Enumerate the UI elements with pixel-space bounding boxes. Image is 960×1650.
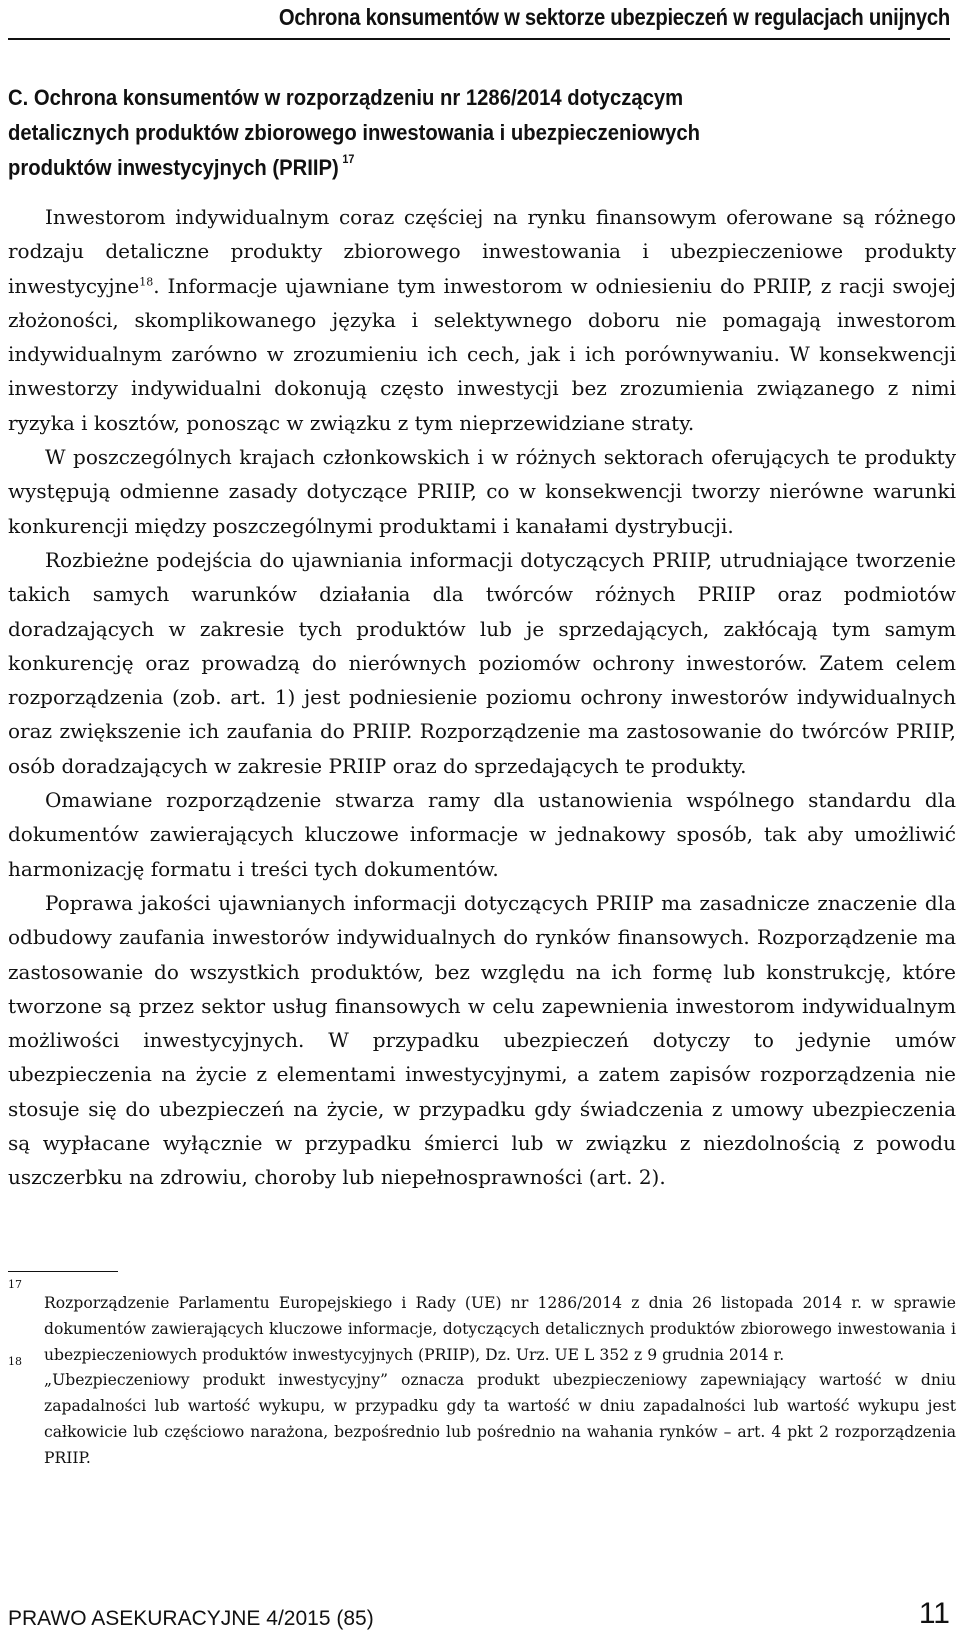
footnote-separator xyxy=(8,1271,118,1272)
paragraph-5: Poprawa jakości ujawnianych informacji dotyczących PRIIP ma zasadnicze znaczenie dla odbudowy zaufania inwestorów indywidualnych do rynków finansowych. Rozporządzenie ma zastosowanie do wszystkich produktów, bez względu na ich formę lub konstrukcję, które tworzone są przez sektor usług finansowych w celu zapewnienia inwestorom indywidualnym możliwości inwestycyjnych. W przypadku ubezpieczeń dotyczy to jedynie umów ubezpieczenia na życie z elementami inwestycyjnymi, a zatem zapisów rozporządzenia nie stosuje się do ubezpieczeń na życie, w przypadku gdy świadczenia z umowy ubezpieczenia są wypłacane wyłącznie w przypadku śmierci lub w związku z niezdolnością z powodu uszczerbku na zdrowiu, choroby lub niepełnosprawności (art. 2). xyxy=(8,890,956,1190)
footnotes xyxy=(8,1278,956,1472)
running-head: Ochrona konsumentów w sektorze ubezpieczeń w regulacjach unijnych xyxy=(278,4,950,30)
paragraph-1 xyxy=(8,200,956,440)
footnote-text: „Ubezpieczeniowy produkt inwestycyjny” oznacza produkt ubezpieczeniowy zapewniający wartość w dniu zapadalności lub wartość wykupu, w przypadku gdy ta wartość w dniu zapadalności lub wartość wykupu jest całkowicie lub częściowo narażona, bezpośrednio lub pośrednio na wahania rynków – art. 4 pkt 2 rozporządzenia PRIIP. xyxy=(44,1371,956,1467)
body-text xyxy=(8,200,956,1195)
footnote-18: 18 „Ubezpieczeniowy produkt inwestycyjny” oznacza produkt ubezpieczeniowy zapewniający wartość w dniu zapadalności lub wartość wykupu, w przypadku gdy ta wartość w dniu zapadalności lub wartość wykupu jest całkowicie lub częściowo narażona, bezpośrednio lub pośrednio na wahania rynków – art. 4 pkt 2 rozporządzenia PRIIP. xyxy=(8,1355,956,1467)
footer-journal: PRAWO ASEKURACYJNE 4/2015 (85) xyxy=(8,1607,374,1630)
paragraph-3: Rozbieżne podejścia do ujawniania informacji dotyczących PRIIP, utrudniające tworzenie takich samych warunków działania dla twórców różnych PRIIP oraz podmiotów doradzających w zakresie tych produktów lub je sprzedających, zakłócają tym samym konkurencję oraz prowadzą do nierównych poziomów ochrony inwestorów. Zatem celem rozporządzenia (zob. art. 1) jest podniesienie poziomu ochrony inwestorów indywidualnych oraz zwiększenie ich zaufania do PRIIP. Rozporządzenie ma zastosowanie do twórców PRIIP, osób doradzających w zakresie PRIIP oraz do sprzedających te produkty. xyxy=(8,547,956,778)
section-title-text: C. Ochrona konsumentów w rozporządzeniu nr 1286/2014 dotyczącym detalicznych produktów zbiorowego inwestowania i ubezpieczeniowych produktów inwestycyjnych (PRIIP) xyxy=(8,85,700,180)
paragraph-2: W poszczególnych krajach członkowskich i w różnych sektorach oferujących te produkty występują odmienne zasady dotyczące PRIIP, co w konsekwencji tworzy nierówne warunki konkurencji między poszczególnymi produktami i kanałami dystrybucji. xyxy=(8,445,956,538)
footnote-ref-17[interactable]: 17 xyxy=(342,151,355,166)
paragraph-1-text-b: . Informacje ujawniane tym inwestorom w odniesieniu do PRIIP, z racji swojej złożoności, skomplikowanego języka i selektywnego doboru nie pomagają inwestorom indywidualnym zarówno w zrozumieniu ich cech, jak i ich porównywaniu. W konsekwencji inwestorzy indywidualni dokonują często inwestycji bez zrozumienia związanego z nimi ryzyka i kosztów, ponosząc w związku z tym nieprzewidziane straty. xyxy=(8,273,956,435)
footnote-17: 17 Rozporządzenie Parlamentu Europejskiego i Rady (UE) nr 1286/2014 z dnia 26 listopada 2014 r. w sprawie dokumentów zawierających kluczowe informacje, dotyczących detalicznych produktów zbiorowego inwestowania i ubezpieczeniowych produktów inwestycyjnych (PRIIP), Dz. Urz. UE L 352 z 9 grudnia 2014 r. xyxy=(8,1278,956,1364)
paragraph-1-text-a: Inwestorom indywidualnym coraz częściej na rynku finansowym oferowane są różnego rodzaju detaliczne produkty zbiorowego inwestowania i ubezpieczeniowe produkty inwestycyjne xyxy=(8,205,956,298)
footnote-ref-18[interactable]: 18 xyxy=(139,274,154,288)
page-number: 11 xyxy=(918,1597,950,1630)
paragraph-4: Omawiane rozporządzenie stwarza ramy dla ustanowienia wspólnego standardu dla dokumentów zawierających kluczowe informacje w jednakowy sposób, tak aby umożliwić harmonizację formatu i treści tych dokumentów. xyxy=(8,788,956,881)
section-title xyxy=(8,80,800,185)
footnote-text: Rozporządzenie Parlamentu Europejskiego i Rady (UE) nr 1286/2014 z dnia 26 listopada 2014 r. w sprawie dokumentów zawierających kluczowe informacje, dotyczących detalicznych produktów zbiorowego inwestowania i ubezpieczeniowych produktów inwestycyjnych (PRIIP), Dz. Urz. UE L 352 z 9 grudnia 2014 r. xyxy=(44,1294,956,1364)
header-rule xyxy=(8,38,950,40)
